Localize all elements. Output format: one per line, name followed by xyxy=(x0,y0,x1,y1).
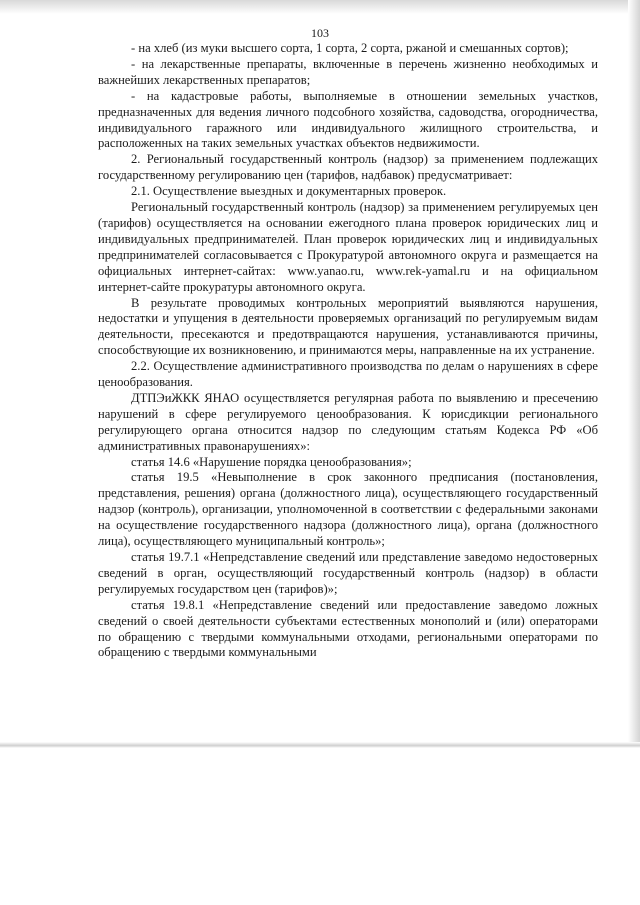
document-body xyxy=(98,41,598,661)
paragraph-article-19-5: статья 19.5 «Невыполнение в срок законного предписания (постановления, представления, решения) органа (должностного лица), осуществляющего государственный надзор (контроль), организации, уполномоченной в соответствии с федеральными законами на осуществление государственного надзора (должностного лица), органа (должностного лица), осуществляющего муниципальный контроль»; xyxy=(98,470,598,549)
page-number: 103 xyxy=(311,26,329,40)
paragraph-section-2: 2. Региональный государственный контроль (надзор) за применением подлежащих государственному регулированию цен (тарифов, надбавок) предусматривает: xyxy=(98,152,598,183)
paragraph-bread: - на хлеб (из муки высшего сорта, 1 сорта, 2 сорта, ржаной и смешанных сортов); xyxy=(131,41,569,55)
paragraph-control-results: В результате проводимых контрольных мероприятий выявляются нарушения, недостатки и упущения в деятельности проверяемых организаций по регулируемым видам деятельности, пресекаются и предотвращаются нарушения, устанавливаются причины, способствующие их возникновению, и принимаются меры, направленные на их устранение. xyxy=(98,295,598,358)
paragraph-inspection-plan: Региональный государственный контроль (надзор) за применением регулируемых цен (тарифов) осуществляется на основании ежегодного плана проверок юридических лиц и индивидуальных предпринимателей. План проверок юридических лиц и индивидуальных предпринимателей согласовывается с Прокуратурой автономного округа и размещается на официальных интернет-сайтах: www.yanao.ru, www.rek-yamal.ru и на официальном интернет-сайте прокуратуры автономного округа. xyxy=(98,200,598,294)
paragraph-jurisdiction: ДТПЭиЖКК ЯНАО осуществляется регулярная работа по выявлению и пресечению нарушений в сфере регулируемого ценообразования. К юрисдикции регионального регулирующего органа относится надзор по следующим статьям Кодекса РФ «Об административных правонарушениях»: xyxy=(98,390,598,453)
paragraph-section-2-2: 2.2. Осуществление административного производства по делам о нарушениях в сфере ценообразования. xyxy=(98,359,598,390)
paragraph-section-2-1: 2.1. Осуществление выездных и документарных проверок. xyxy=(131,184,447,199)
paragraph-article-14-6: статья 14.6 «Нарушение порядка ценообразования»; xyxy=(131,454,412,469)
scan-edge-bottom xyxy=(0,742,640,748)
paragraph-medicines: - на лекарственные препараты, включенные в перечень жизненно необходимых и важнейших лекарственных препаратов; xyxy=(98,56,598,87)
scan-shadow-top xyxy=(0,0,640,14)
paragraph-article-19-7-1: статья 19.7.1 «Непредставление сведений или представление заведомо недостоверных сведений в орган, осуществляющий государственный контроль (надзор) в области регулируемых государством цен (тарифов)»; xyxy=(98,550,598,596)
paragraph-cadastral: - на кадастровые работы, выполняемые в отношении земельных участков, предназначенных для ведения личного подсобного хозяйства, садоводства, огородничества, индивидуального гаражного или индивидуального жилищного строительства, и расположенных на таких земельных участках объектов недвижимости. xyxy=(98,88,598,151)
scan-shadow-right xyxy=(628,0,640,748)
paragraph-article-19-8-1: статья 19.8.1 «Непредставление сведений или предоставление заведомо ложных сведений о своей деятельности субъектами естественных монополий и (или) операторами по обращению с твердыми коммунальными отходами, региональными операторами по обращению с твердыми коммунальными xyxy=(98,597,598,660)
